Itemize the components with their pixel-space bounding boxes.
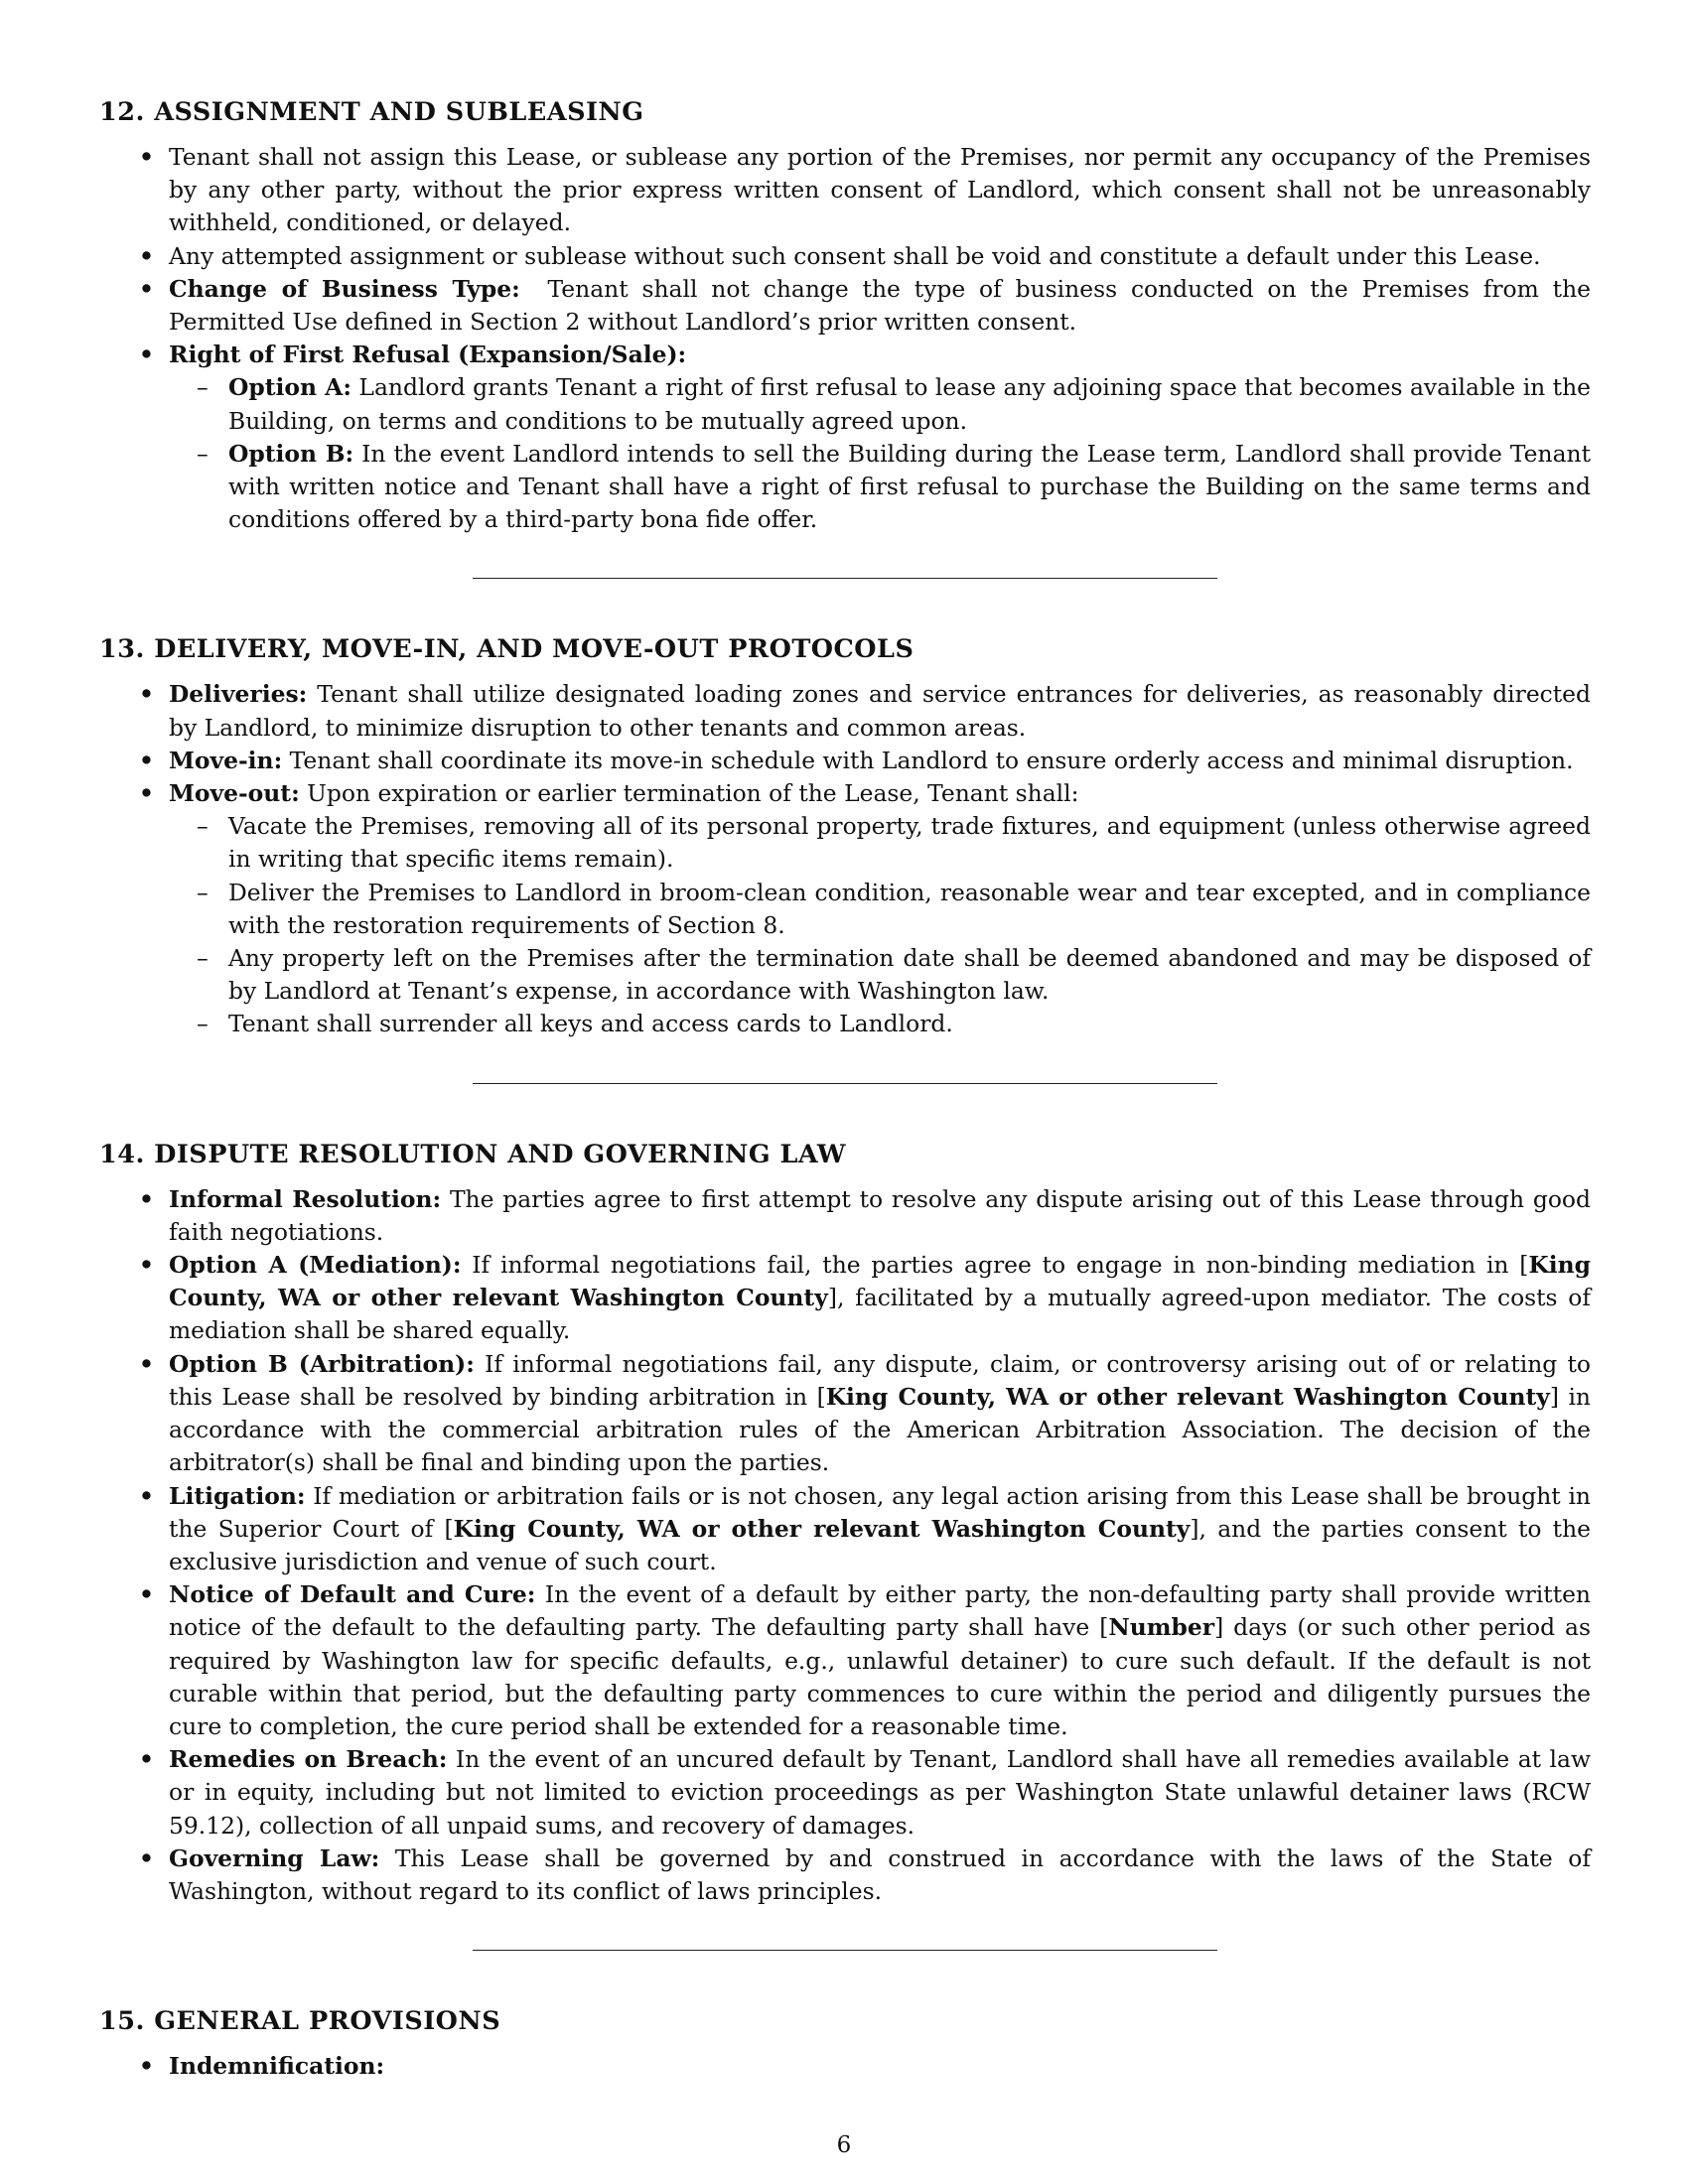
item-text: In the event of a default by either party, the non-defaulting party shall provide written notice of the default to the defaulting party. The defaulting party shall have [	[169, 1580, 1591, 1642]
placeholder-county: King County, WA or other relevant Washington County	[825, 1382, 1550, 1411]
item-label: Remedies on Breach:	[169, 1745, 448, 1774]
item-text: Upon expiration or earlier termination of the Lease, Tenant shall:	[307, 779, 1079, 808]
list-item	[169, 1348, 1591, 1480]
list-item	[169, 1183, 1591, 1249]
list-item	[169, 339, 1591, 536]
item-label: Option A:	[228, 373, 352, 402]
section-12	[99, 95, 1591, 536]
list-item	[169, 1843, 1591, 1908]
item-label: Right of First Refusal (Expansion/Sale):	[169, 341, 687, 369]
item-text: Tenant shall not assign this Lease, or sublease any portion of the Premises, nor permit any occupancy of the Premises by any other party, without the prior express written consent of Landlord, which consent shall not be unreasonably withheld, conditioned, or delayed.	[169, 143, 1591, 237]
item-text: Landlord grants Tenant a right of first refusal to lease any adjoining space that becomes available in the Building, on terms and conditions to be mutually agreed upon.	[228, 373, 1591, 435]
item-label: Indemnification:	[169, 2052, 385, 2081]
item-text-cont: ] days (or such other period as required by Washington law for specific defaults, e.g., unlawful detainer) to cure such default. If the default is not curable within that period, but the defaulting party commences to cure within the period and diligently pursues the cure to completion, the cure period shall be extended for a reasonable time.	[169, 1613, 1591, 1740]
bullet-list	[99, 141, 1591, 536]
list-item	[169, 1578, 1591, 1743]
bullet-list	[99, 1183, 1591, 1908]
sub-list-item	[228, 877, 1591, 942]
item-label: Change of Business Type:	[169, 274, 520, 303]
list-item	[169, 777, 1591, 1041]
document-page	[99, 95, 1591, 2083]
item-label: Litigation:	[169, 1481, 306, 1510]
item-label: Option B:	[228, 439, 354, 468]
list-item	[169, 141, 1591, 240]
item-label: Option A (Mediation):	[169, 1251, 462, 1280]
item-text: Tenant shall coordinate its move-in schedule with Landlord to ensure orderly access and minimal disruption.	[289, 746, 1574, 774]
list-item	[169, 1743, 1591, 1843]
item-text-cont: ], and the parties consent to the exclusive jurisdiction and venue of such court.	[169, 1514, 1591, 1575]
item-text: In the event of an uncured default by Tenant, Landlord shall have all remedies available at law or in equity, including but not limited to eviction proceedings as per Washington State unlawful detainer laws (RCW 59.12), collection of all unpaid sums, and recovery of damages.	[169, 1745, 1592, 1840]
section-13	[99, 632, 1591, 1040]
item-text-cont: ] in accordance with the commercial arbitration rules of the American Arbitration Association. The decision of the arbitrator(s) shall be final and binding upon the parties.	[169, 1382, 1591, 1477]
section-title: 12. ASSIGNMENT AND SUBLEASING	[99, 97, 644, 127]
item-text-cont: ], facilitated by a mutually agreed-upon mediator. The costs of mediation shall be shared equally.	[169, 1284, 1591, 1345]
sub-list-item	[228, 371, 1591, 437]
list-item	[169, 678, 1591, 744]
list-item	[169, 745, 1591, 777]
item-text: If mediation or arbitration fails or is not chosen, any legal action arising from this Lease shall be brought in the Superior Court of [	[169, 1481, 1591, 1543]
item-text: Tenant shall utilize designated loading zones and service entrances for deliveries, as reasonably directed by Landlord, to minimize disruption to other tenants and common areas.	[169, 680, 1591, 742]
page-number: 6	[836, 2132, 852, 2158]
bullet-list	[99, 678, 1591, 1040]
item-text: Deliver the Premises to Landlord in broom-clean condition, reasonable wear and tear excepted, and in compliance with the restoration requirements of Section 8.	[228, 878, 1591, 939]
item-label: Notice of Default and Cure:	[169, 1580, 536, 1609]
sub-list	[169, 371, 1591, 536]
section-14	[99, 1138, 1591, 1908]
list-item	[169, 1249, 1591, 1348]
placeholder-county: King County, WA or other relevant Washington County	[453, 1514, 1191, 1543]
section-title: 15. GENERAL PROVISIONS	[99, 2006, 501, 2037]
list-item	[169, 273, 1591, 339]
section-15	[99, 2004, 1591, 2083]
placeholder-county: King County, WA or other relevant Washington County	[169, 1251, 1591, 1312]
section-title: 14. DISPUTE RESOLUTION AND GOVERNING LAW	[99, 1139, 847, 1169]
list-item	[169, 1480, 1591, 1579]
item-label: Move-in:	[169, 746, 283, 774]
item-text: Vacate the Premises, removing all of its personal property, trade fixtures, and equipment (unless otherwise agreed in writing that specific items remain).	[228, 812, 1591, 874]
section-title: 13. DELIVERY, MOVE-IN, AND MOVE-OUT PROTOCOLS	[99, 634, 914, 665]
item-text: Any attempted assignment or sublease without such consent shall be void and constitute a default under this Lease.	[169, 241, 1541, 270]
list-item	[169, 2050, 1591, 2083]
item-label: Move-out:	[169, 779, 300, 808]
item-text: Tenant shall surrender all keys and access cards to Landlord.	[228, 1010, 953, 1038]
sub-list-item	[228, 438, 1591, 537]
item-text: In the event Landlord intends to sell the Building during the Lease term, Landlord shall provide Tenant with written notice and Tenant shall have a right of first refusal to purchase the Building on the same terms and conditions offered by a third-party bona fide offer.	[228, 439, 1591, 534]
item-text: If informal negotiations fail, the parties agree to engage in non-binding mediation in [	[472, 1251, 1529, 1280]
item-label: Deliveries:	[169, 680, 308, 709]
item-label: Option B (Arbitration):	[169, 1349, 475, 1378]
list-item	[169, 240, 1591, 273]
sub-list-item	[228, 942, 1591, 1008]
sub-list	[169, 810, 1591, 1040]
placeholder-number: Number	[1108, 1613, 1215, 1642]
item-label: Informal Resolution:	[169, 1184, 442, 1213]
item-label: Governing Law:	[169, 1843, 380, 1872]
item-text: If informal negotiations fail, any dispute, claim, or controversy arising out of or relating to this Lease shall be resolved by binding arbitration in [	[169, 1349, 1591, 1411]
item-text: This Lease shall be governed by and construed in accordance with the laws of the State of Washington, without regard to its conflict of laws principles.	[169, 1843, 1591, 1905]
item-text: Tenant shall not change the type of business conducted on the Premises from the Permitted Use defined in Section 2 without Landlord’s prior written consent.	[169, 274, 1591, 337]
item-text: The parties agree to first attempt to resolve any dispute arising out of this Lease through good faith negotiations.	[169, 1184, 1591, 1246]
sub-list-item	[228, 1008, 1591, 1040]
item-text: Any property left on the Premises after the termination date shall be deemed abandoned and may be disposed of by Landlord at Tenant’s expense, in accordance with Washington law.	[228, 944, 1591, 1006]
bullet-list	[99, 2050, 1591, 2083]
sub-list-item	[228, 810, 1591, 876]
